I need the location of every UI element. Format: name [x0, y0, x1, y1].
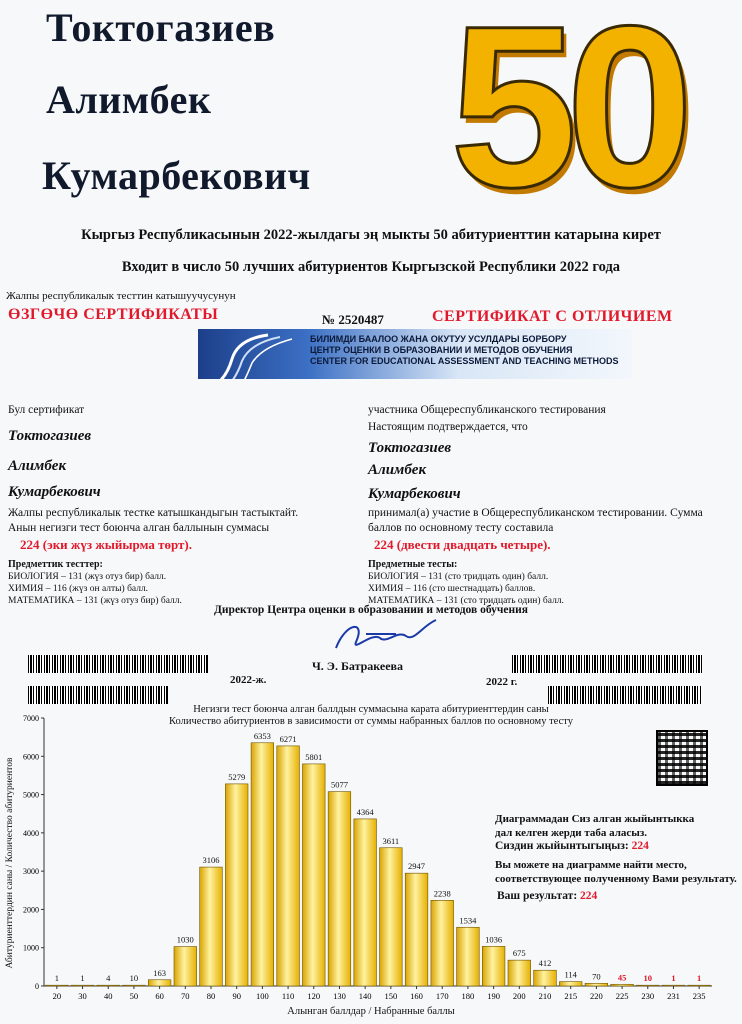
year-ru: 2022 г.: [486, 676, 518, 688]
chart-data-label: 10: [129, 973, 139, 984]
chart-data-label: 45: [617, 972, 627, 983]
chart-bar: [277, 746, 300, 986]
left-patronymic: Кумарбекович: [8, 484, 101, 500]
result-ru-line1: Вы можете на диаграмме найти место,: [495, 859, 687, 871]
headline-ru: Входит в число 50 лучших абитуриентов Кыргызской Республики 2022 года: [121, 259, 621, 275]
chart-bar: [559, 982, 582, 986]
chart-y-tick-label: 2000: [23, 905, 39, 915]
chart-x-tick-label: 200: [512, 991, 526, 1001]
year-ky: 2022-ж.: [230, 674, 267, 686]
chart-x-tick-label: 190: [487, 991, 500, 1001]
chart-y-tick-label: 1000: [23, 943, 39, 953]
left-firstname: Алимбек: [8, 458, 67, 474]
chart-bar: [688, 985, 711, 986]
chart-bar: [534, 970, 557, 986]
chart-data-label: 3611: [382, 835, 400, 846]
right-score: 224 (двести двадцать четыре).: [374, 537, 551, 552]
left-body-line1: Жалпы республикалык тестке катышкандыгын тастыктайт.: [8, 507, 299, 519]
left-subject-item: ХИМИЯ – 116 (жүз он алты) балл.: [8, 584, 149, 594]
chart-data-label: 412: [538, 958, 552, 969]
chart-data-label: 1: [697, 973, 702, 984]
right-body-line2: баллов по основному тесту составила: [368, 522, 554, 534]
right-intro-line1: участника Общереспубликанского тестирования: [368, 404, 606, 416]
chart-bar: [200, 867, 223, 986]
chart-y-tick-label: 4000: [23, 828, 39, 838]
org-name-ru: ЦЕНТР ОЦЕНКИ В ОБРАЗОВАНИИ И МЕТОДОВ ОБУЧЕНИЯ: [310, 345, 573, 355]
certificate-title-ru: СЕРТИФИКАТ С ОТЛИЧИЕМ: [432, 308, 673, 325]
chart-bar: [611, 984, 634, 986]
org-name-ky: БИЛИМДИ БААЛОО ЖАНА ОКУТУУ УСУЛДАРЫ БОРБОРУ: [310, 334, 567, 344]
barcode-bottom-left: [28, 686, 168, 704]
chart-x-tick-label: 100: [256, 991, 269, 1001]
result-ru-label: Ваш результат:: [497, 890, 578, 902]
chart-bar: [380, 848, 403, 986]
chart-y-axis-label: Абитуриенттердин саны / Количество абитуриентов: [5, 757, 15, 969]
certificate-number: № 2520487: [322, 312, 384, 327]
left-subjects-title: Предметтик тесттер:: [8, 559, 103, 570]
chart-bar: [174, 947, 197, 986]
chart-y-tick-label: 7000: [23, 714, 39, 723]
chart-bar: [662, 985, 685, 986]
chart-bar: [328, 792, 351, 986]
chart-bar: [405, 873, 428, 986]
result-ru-line2: соответствующее полученному Вами результату.: [495, 873, 737, 885]
right-body-line1: принимал(а) участие в Общереспубликанском тестировании. Сумма: [368, 507, 703, 519]
chart-y-tick-label: 6000: [23, 752, 39, 762]
chart-data-label: 114: [564, 969, 577, 980]
chart-data-label: 6353: [253, 730, 271, 741]
chart-bar: [46, 985, 69, 986]
chart-bar: [508, 960, 531, 986]
chart-x-tick-label: 160: [410, 991, 423, 1001]
chart-x-tick-label: 60: [155, 991, 164, 1001]
chart-data-label: 6271: [279, 733, 297, 744]
right-subject-item: МАТЕМАТИКА – 131 (сто тридцать один) балл.: [368, 596, 564, 606]
chart-bar: [457, 927, 480, 986]
chart-bar: [251, 743, 274, 986]
chart-x-tick-label: 231: [667, 991, 680, 1001]
chart-x-tick-label: 90: [232, 991, 241, 1001]
headline-ky: Кыргыз Республикасынын 2022-жылдагы эң мыкты 50 абитуриенттин катарына кирет: [81, 227, 661, 243]
chart-x-tick-label: 120: [307, 991, 321, 1001]
chart-bar: [482, 946, 505, 986]
chart-data-label: 1: [671, 973, 676, 984]
barcode-top-left: [28, 655, 208, 673]
chart-x-tick-label: 40: [103, 991, 113, 1001]
director-signature: [326, 612, 456, 660]
chart-y-tick-label: 5000: [23, 790, 39, 800]
left-subject-item: БИОЛОГИЯ – 131 (жүз отуз бир) балл.: [8, 572, 167, 582]
org-logo-banner: [198, 329, 632, 379]
chart-bar: [354, 819, 377, 986]
left-intro: Бул сертификат: [8, 404, 85, 416]
right-subject-item: БИОЛОГИЯ – 131 (сто тридцать один) балл.: [368, 572, 549, 582]
chart-bar: [225, 784, 248, 986]
chart-data-label: 1036: [485, 934, 503, 945]
chart-x-tick-label: 220: [590, 991, 603, 1001]
recipient-firstname-large: Алимбек: [46, 77, 212, 122]
chart-bar: [71, 985, 94, 986]
chart-data-label: 1: [80, 973, 85, 984]
director-title: Директор Центра оценки в образовании и методов обучения: [214, 604, 528, 616]
result-ky-value: 224: [631, 840, 649, 852]
chart-x-tick-label: 140: [358, 991, 372, 1001]
chart-data-label: 1534: [459, 915, 477, 926]
right-intro-line2: Настоящим подтверждается, что: [368, 421, 528, 433]
director-name: Ч. Э. Батракеева: [312, 659, 404, 673]
chart-bar: [123, 985, 146, 986]
chart-subtitle: Количество абитуриентов в зависимости от суммы набранных баллов по основному тесту: [169, 716, 573, 727]
chart-data-label: 2947: [408, 861, 426, 872]
right-subjects-title: Предметные тесты:: [368, 559, 458, 570]
chart-bar: [585, 983, 608, 986]
chart-data-label: 675: [512, 948, 526, 959]
org-name-en: CENTER FOR EDUCATIONAL ASSESSMENT AND TEACHING METHODS: [310, 356, 619, 366]
chart-y-tick-label: 0: [35, 982, 39, 991]
chart-data-label: 1: [54, 973, 59, 984]
chart-bar: [97, 985, 120, 986]
chart-x-tick-label: 80: [206, 991, 216, 1001]
left-surname: Токтогазиев: [8, 428, 92, 444]
chart-x-axis-label: Алынган баллдар / Набранные баллы: [287, 1006, 455, 1017]
result-ru-value: 224: [580, 890, 598, 902]
chart-bar: [431, 900, 454, 986]
chart-x-tick-label: 230: [641, 991, 655, 1001]
chart-x-tick-label: 225: [615, 991, 629, 1001]
chart-x-tick-label: 130: [333, 991, 346, 1001]
result-ky-label: Сиздин жыйынтыгыңыз:: [495, 840, 629, 852]
recipient-surname-large: Токтогазиев: [46, 5, 276, 50]
chart-data-label: 1030: [176, 934, 194, 945]
result-ky-line2: дал келген жерди таба аласыз.: [495, 827, 648, 839]
chart-y-tick-label: 3000: [23, 867, 39, 877]
barcode-bottom-right: [548, 686, 702, 704]
chart-data-label: 10: [643, 973, 653, 984]
chart-x-tick-label: 50: [129, 991, 139, 1001]
barcode-top-right: [512, 655, 702, 673]
chart-data-label: 70: [592, 971, 601, 982]
right-patronymic: Кумарбекович: [368, 486, 461, 502]
chart-bar: [302, 764, 325, 986]
right-firstname: Алимбек: [368, 462, 427, 478]
chart-x-tick-label: 150: [384, 991, 398, 1001]
chart-data-label: 5279: [228, 771, 246, 782]
chart-x-tick-label: 20: [52, 991, 62, 1001]
chart-title: Негизги тест боюнча алган баллдын суммасына карата абитуриенттердин саны: [193, 704, 549, 715]
recipient-patronymic-large: Кумарбекович: [42, 153, 311, 198]
chart-x-tick-label: 170: [435, 991, 449, 1001]
chart-x-tick-label: 235: [692, 991, 706, 1001]
chart-data-label: 5077: [330, 779, 348, 790]
chart-x-tick-label: 215: [564, 991, 578, 1001]
chart-x-tick-label: 210: [538, 991, 552, 1001]
certificate-title-ky: ӨЗГӨЧӨ СЕРТИФИКАТЫ: [8, 306, 219, 323]
left-score: 224 (эки жүз жыйырма төрт).: [20, 537, 193, 552]
chart-data-label: 2238: [433, 888, 451, 899]
chart-data-label: 5801: [305, 751, 323, 762]
chart-bar: [148, 980, 171, 986]
right-surname: Токтогазиев: [368, 440, 452, 456]
chart-x-tick-label: 30: [78, 991, 87, 1001]
chart-data-label: 4364: [356, 806, 374, 817]
org-logo-icon: [198, 329, 308, 379]
result-ky: [495, 840, 649, 852]
chart-x-tick-label: 110: [281, 991, 295, 1001]
right-subject-item: ХИМИЯ – 116 (сто шестнадцать) баллов.: [368, 584, 536, 594]
chart-x-tick-label: 180: [461, 991, 475, 1001]
chart-data-label: 3106: [202, 855, 220, 866]
result-ky-line1: Диаграммадан Сиз алган жыйынтыкка: [495, 813, 695, 825]
chart-data-label: 4: [106, 973, 111, 984]
top-50-badge: 50: [450, 0, 682, 235]
chart-x-tick-label: 70: [181, 991, 190, 1001]
left-subject-item: МАТЕМАТИКА – 131 (жүз отуз бир) балл.: [8, 596, 182, 606]
result-ru: [497, 890, 597, 902]
chart-bar: [636, 985, 659, 986]
participant-caption-ky: Жалпы республикалык тесттин катышуучусунун: [6, 290, 236, 302]
left-body-line2: Анын негизги тест боюнча алган баллынын суммасы: [8, 522, 270, 534]
chart-data-label: 163: [153, 967, 166, 978]
